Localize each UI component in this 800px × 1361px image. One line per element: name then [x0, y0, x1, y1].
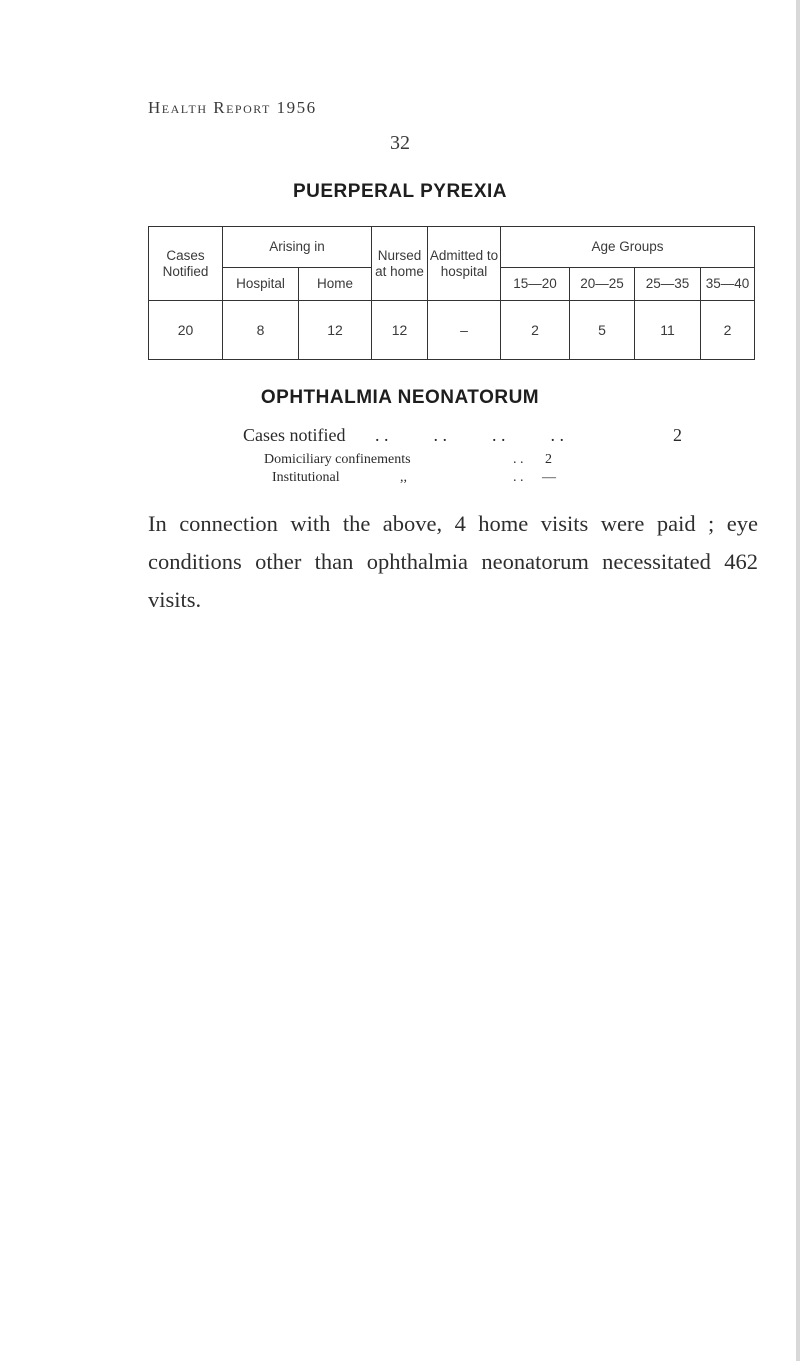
domiciliary-line [264, 452, 552, 468]
page-number: 32 [390, 132, 410, 154]
institutional-value: — [542, 470, 556, 485]
puerperal-pyrexia-table [148, 226, 755, 360]
cell-home: 12 [299, 301, 372, 360]
page-edge-shadow [796, 0, 800, 1361]
cell-nursed-at-home: 12 [372, 301, 428, 360]
puerperal-pyrexia-title: PUERPERAL PYREXIA [292, 181, 508, 202]
leader-dots: . . . . . . . . [375, 425, 564, 445]
col-age-groups: Age Groups [501, 227, 755, 268]
leader-dots: . . [513, 470, 524, 485]
cases-notified-label: Cases notified [243, 425, 346, 445]
col-age-35-40: 35—40 [701, 268, 755, 301]
col-cases-notified: Cases Notified [149, 227, 223, 301]
institutional-line [272, 470, 556, 486]
running-header: Health Report 1956 [148, 98, 317, 117]
col-arising-in: Arising in [223, 227, 372, 268]
col-admitted-to-hospital: Admitted to hospital [428, 227, 501, 301]
cell-age-35-40: 2 [701, 301, 755, 360]
col-age-20-25: 20—25 [570, 268, 635, 301]
col-hospital: Hospital [223, 268, 299, 301]
ophthalmia-neonatorum-title: OPHTHALMIA NEONATORUM [260, 387, 540, 408]
institutional-label: Institutional [272, 470, 340, 485]
cell-admitted-to-hospital: – [428, 301, 501, 360]
cell-age-25-35: 11 [635, 301, 701, 360]
col-age-15-20: 15—20 [501, 268, 570, 301]
leader-dots: . . [513, 452, 524, 467]
cell-hospital: 8 [223, 301, 299, 360]
domiciliary-value: 2 [545, 452, 552, 467]
cases-notified-value: 2 [673, 425, 682, 445]
ditto-mark: ,, [400, 470, 407, 485]
cell-cases-notified: 20 [149, 301, 223, 360]
cell-age-20-25: 5 [570, 301, 635, 360]
visits-paragraph: In connection with the above, 4 home visits were paid ; eye conditions other than ophthalmia neonatorum necessitated 462 visits. [148, 511, 758, 612]
col-nursed-at-home: Nursed at home [372, 227, 428, 301]
col-age-25-35: 25—35 [635, 268, 701, 301]
domiciliary-label: Domiciliary confinements [264, 452, 411, 467]
cases-notified-line [243, 425, 682, 446]
col-home: Home [299, 268, 372, 301]
cell-age-15-20: 2 [501, 301, 570, 360]
